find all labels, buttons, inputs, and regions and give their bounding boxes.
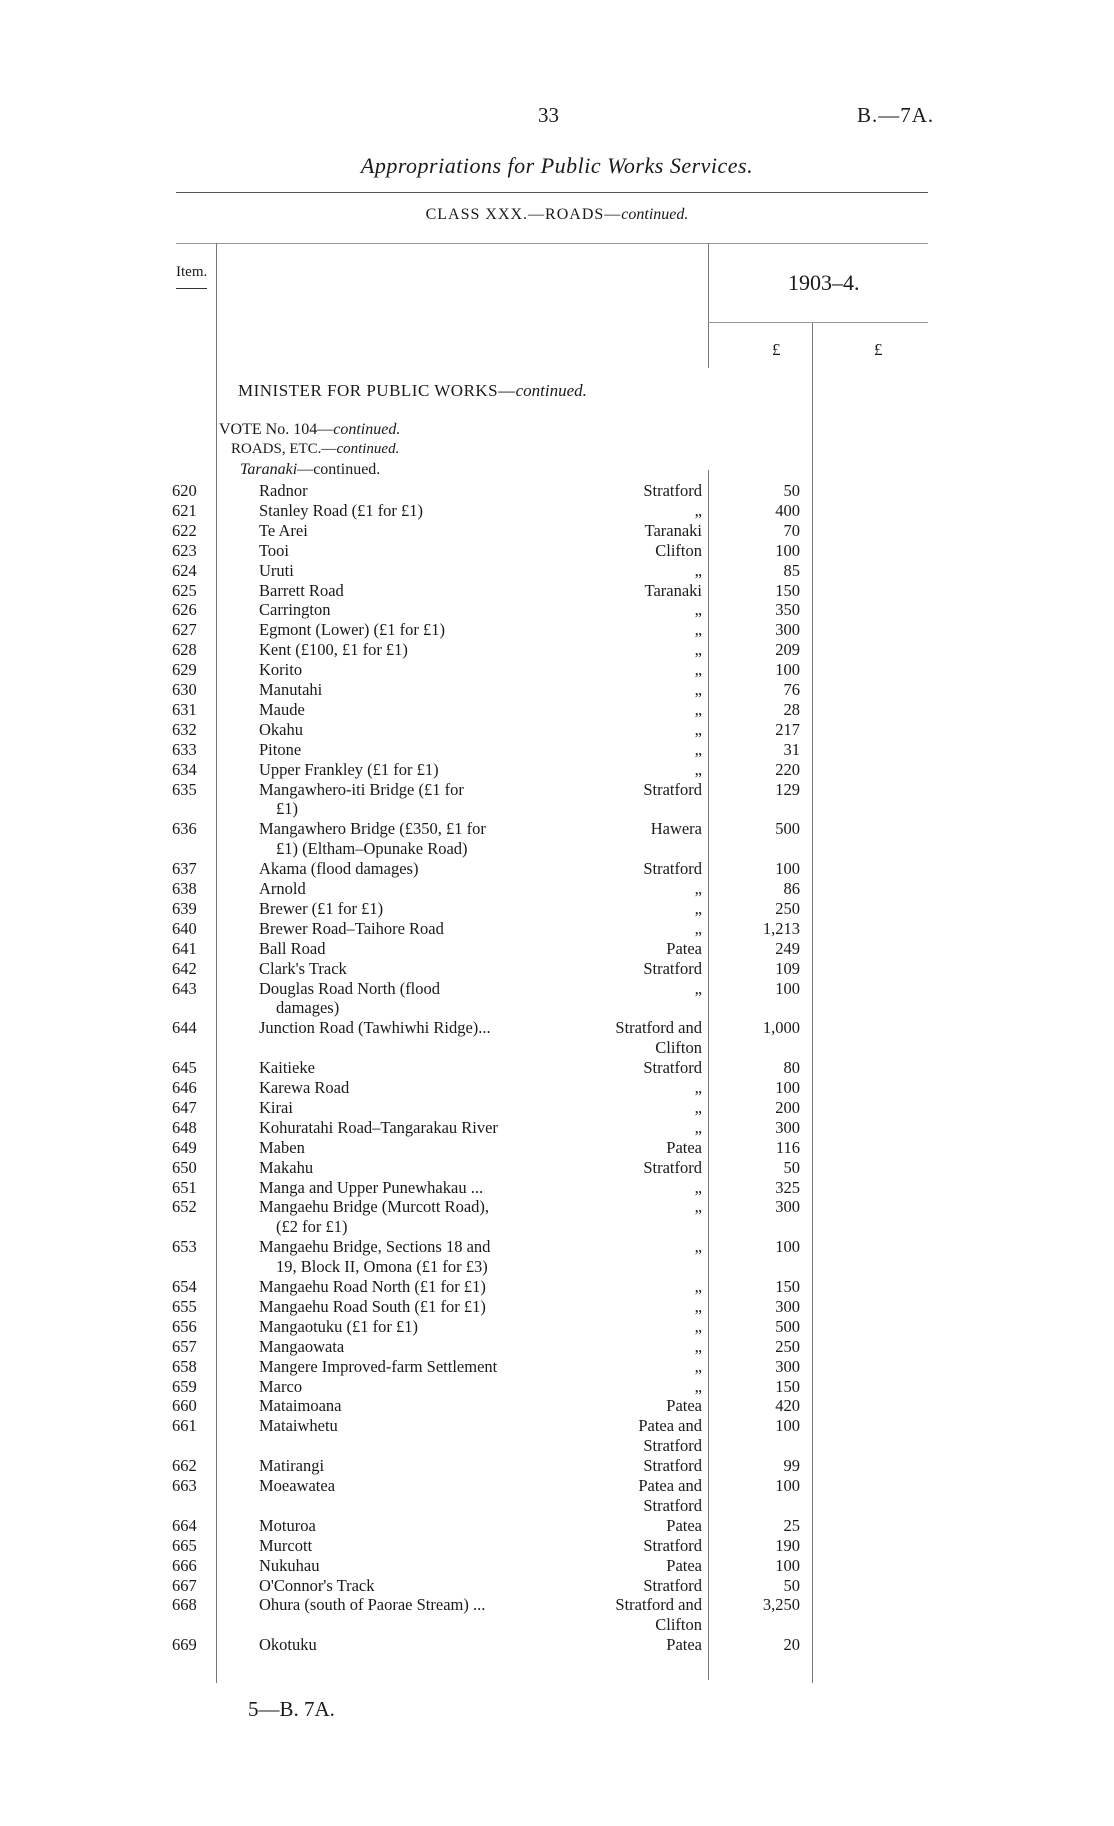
item-amount: 420 — [775, 1396, 800, 1416]
table-row — [0, 1516, 1114, 1536]
item-description: Arnold — [259, 879, 306, 898]
item-place: „ — [694, 898, 702, 918]
item-number: 641 — [172, 938, 197, 958]
table-row — [0, 700, 1114, 720]
item-place: Patea — [666, 1137, 702, 1157]
item-place: Stratford — [643, 1575, 702, 1595]
item-number: 660 — [172, 1396, 197, 1416]
table-row — [0, 1098, 1114, 1118]
item-amount: 50 — [783, 1157, 800, 1177]
item-amount: 500 — [775, 819, 800, 839]
table-row — [0, 620, 1114, 640]
item-description: Ohura (south of Paorae Stream) ... — [259, 1595, 486, 1615]
table-row — [0, 740, 1114, 760]
item-number: 651 — [172, 1177, 197, 1197]
item-amount: 250 — [775, 898, 800, 918]
item-description: Brewer Road–Taihore Road — [259, 918, 444, 938]
item-number: 640 — [172, 918, 197, 938]
vote-heading-continued: continued. — [333, 421, 401, 438]
item-place: „ — [694, 640, 702, 660]
item-number: 662 — [172, 1456, 197, 1476]
item-number: 657 — [172, 1336, 197, 1356]
table-row — [0, 640, 1114, 660]
item-place: Stratford — [643, 779, 702, 799]
item-place: „ — [694, 1097, 702, 1117]
table-row — [0, 541, 1114, 561]
item-number: 664 — [172, 1515, 197, 1535]
item-number: 620 — [172, 481, 197, 500]
item-place: „ — [694, 1296, 702, 1316]
table-row — [0, 1158, 1114, 1178]
item-amount: 325 — [775, 1177, 800, 1197]
item-amount: 300 — [775, 620, 800, 640]
item-number: 663 — [172, 1476, 197, 1495]
table-row — [0, 979, 1114, 999]
item-description: Stanley Road (£1 for £1) — [259, 500, 424, 520]
item-description: (£2 for £1) — [276, 1217, 348, 1237]
table-row — [0, 760, 1114, 780]
item-description: Ball Road — [259, 938, 326, 958]
item-place: „ — [694, 1336, 702, 1356]
item-description: Mangere Improved-farm Settlement — [259, 1356, 498, 1376]
item-place: Stratford — [643, 1058, 702, 1078]
item-description: Mangaotuku (£1 for £1) — [259, 1316, 419, 1336]
item-amount: 1,213 — [762, 918, 800, 938]
table-row — [0, 819, 1114, 839]
item-amount: 100 — [775, 859, 800, 879]
item-description: Makahu — [259, 1157, 314, 1177]
table-row — [0, 1237, 1114, 1257]
item-description: Clark's Track — [259, 958, 347, 978]
item-description: Mangaehu Bridge (Murcott Road), — [259, 1197, 490, 1217]
item-place: Clifton — [655, 540, 702, 560]
item-amount: 190 — [775, 1535, 800, 1555]
item-amount: 80 — [783, 1058, 800, 1078]
item-place: „ — [694, 600, 702, 620]
item-place: „ — [694, 1316, 702, 1336]
item-description: Mangawhero Bridge (£350, £1 for — [259, 819, 486, 839]
minister-heading-continued: continued. — [515, 381, 587, 400]
table-row-continuation — [0, 799, 1114, 819]
table-row — [0, 879, 1114, 899]
item-description: Okotuku — [259, 1635, 317, 1655]
item-amount: 28 — [783, 699, 800, 719]
page-number: 33 — [538, 103, 559, 127]
item-place: Stratford and — [615, 1595, 702, 1615]
item-number: 649 — [172, 1137, 197, 1157]
item-number: 635 — [172, 779, 197, 799]
roads-heading-text: ROADS, ETC.— — [231, 441, 337, 457]
item-amount: 250 — [775, 1336, 800, 1356]
table-row — [0, 959, 1114, 979]
item-place: „ — [694, 1376, 702, 1396]
vote-heading-text: VOTE No. 104— — [219, 421, 334, 438]
table-row — [0, 1396, 1114, 1416]
item-number: 631 — [172, 699, 197, 719]
item-place: Patea — [666, 1515, 702, 1535]
item-number: 630 — [172, 680, 197, 699]
document-reference: B.—7A. — [857, 103, 935, 127]
item-description: Akama (flood damages) — [259, 859, 419, 879]
item-place: Patea — [666, 938, 702, 958]
item-place: Clifton — [655, 1615, 702, 1635]
table-row — [0, 919, 1114, 939]
item-amount: 70 — [783, 520, 800, 540]
item-place: „ — [694, 1177, 702, 1197]
item-amount: 150 — [775, 580, 800, 600]
item-amount: 100 — [775, 978, 800, 998]
table-row-continuation — [0, 1038, 1114, 1058]
item-amount: 25 — [783, 1515, 800, 1535]
region-heading-text: Taranaki — [240, 461, 298, 478]
item-description: Okahu — [259, 719, 303, 739]
item-number: 669 — [172, 1635, 197, 1655]
item-amount: 109 — [775, 958, 800, 978]
table-row — [0, 660, 1114, 680]
item-description: Junction Road (Tawhiwhi Ridge)... — [259, 1018, 491, 1038]
table-row-continuation — [0, 1496, 1114, 1516]
item-amount: 500 — [775, 1316, 800, 1336]
item-amount: 1,000 — [762, 1018, 800, 1038]
item-description: Pitone — [259, 739, 302, 759]
item-amount: 217 — [775, 719, 800, 739]
table-row — [0, 1277, 1114, 1297]
item-amount: 129 — [775, 779, 800, 799]
item-amount: 300 — [775, 1356, 800, 1376]
item-description: Maben — [259, 1137, 305, 1157]
item-number: 632 — [172, 719, 197, 739]
table-row — [0, 521, 1114, 541]
item-amount: 200 — [775, 1097, 800, 1117]
item-number: 629 — [172, 660, 197, 680]
item-description: £1) — [276, 799, 298, 819]
table-row-continuation — [0, 839, 1114, 859]
item-column-header: Item. — [176, 264, 208, 280]
table-row-continuation — [0, 1257, 1114, 1277]
table-row — [0, 1178, 1114, 1198]
item-place: „ — [694, 620, 702, 640]
item-amount: 50 — [783, 1575, 800, 1595]
item-description: Mangaehu Road North (£1 for £1) — [259, 1277, 486, 1296]
item-place: Stratford — [643, 1535, 702, 1555]
item-place: Stratford — [643, 1157, 702, 1177]
item-number: 666 — [172, 1555, 197, 1575]
class-heading-continued: continued. — [621, 206, 689, 223]
item-number: 636 — [172, 819, 197, 839]
table-row — [0, 1317, 1114, 1337]
table-row — [0, 561, 1114, 581]
item-description: Murcott — [259, 1535, 313, 1555]
table-row — [0, 1536, 1114, 1556]
table-row — [0, 1556, 1114, 1576]
item-number: 637 — [172, 859, 197, 879]
item-place: „ — [694, 1078, 702, 1097]
minister-heading-text: MINISTER FOR PUBLIC WORKS— — [238, 381, 516, 400]
item-place: „ — [694, 759, 702, 779]
item-place: Stratford — [643, 958, 702, 978]
item-amount: 85 — [783, 560, 800, 580]
item-description: Karewa Road — [259, 1078, 350, 1097]
item-number: 624 — [172, 560, 197, 580]
table-row — [0, 600, 1114, 620]
table-row — [0, 1635, 1114, 1655]
item-amount: 300 — [775, 1117, 800, 1137]
item-description: Moturoa — [259, 1515, 316, 1535]
item-amount: 100 — [775, 1416, 800, 1436]
item-place: Stratford — [643, 1495, 702, 1515]
class-heading-text: CLASS XXX.—ROADS— — [425, 206, 622, 223]
item-place: Hawera — [650, 819, 702, 839]
item-place: „ — [694, 879, 702, 898]
table-row — [0, 1576, 1114, 1596]
item-description: Upper Frankley (£1 for £1) — [259, 759, 439, 779]
table-row — [0, 680, 1114, 700]
item-place: „ — [694, 918, 702, 938]
item-number: 650 — [172, 1157, 197, 1177]
table-row — [0, 1357, 1114, 1377]
item-place: „ — [694, 680, 702, 699]
item-amount: 300 — [775, 1197, 800, 1217]
item-place: Stratford and — [615, 1018, 702, 1038]
table-row — [0, 1197, 1114, 1217]
item-description: Tooi — [259, 540, 290, 560]
item-number: 648 — [172, 1117, 197, 1137]
table-row-continuation — [0, 1436, 1114, 1456]
item-place: Patea — [666, 1635, 702, 1655]
item-number: 626 — [172, 600, 197, 620]
item-number: 644 — [172, 1018, 197, 1038]
item-amount: 350 — [775, 600, 800, 620]
item-place: „ — [694, 739, 702, 759]
item-description: Korito — [259, 660, 303, 680]
table-row — [0, 581, 1114, 601]
item-number: 639 — [172, 898, 197, 918]
item-description: Mataiwhetu — [259, 1416, 338, 1436]
item-number: 623 — [172, 540, 197, 560]
item-number: 652 — [172, 1197, 197, 1217]
item-number: 658 — [172, 1356, 197, 1376]
item-amount: 3,250 — [762, 1595, 800, 1615]
table-row — [0, 1118, 1114, 1138]
footer-signature: 5—B. 7A. — [248, 1697, 335, 1721]
item-description: Mangaehu Bridge, Sections 18 and — [259, 1237, 491, 1257]
item-amount: 99 — [783, 1456, 800, 1476]
item-place: Stratford — [643, 1456, 702, 1476]
item-place: „ — [694, 978, 702, 998]
item-amount: 100 — [775, 1555, 800, 1575]
pound-column-header-1: £ — [772, 340, 781, 359]
item-number: 655 — [172, 1296, 197, 1316]
item-description: Carrington — [259, 600, 331, 620]
item-place: Stratford — [643, 481, 702, 500]
item-description: Kent (£100, £1 for £1) — [259, 640, 408, 660]
item-description: Barrett Road — [259, 580, 344, 600]
item-description: Mangaehu Road South (£1 for £1) — [259, 1296, 486, 1316]
item-number: 668 — [172, 1595, 197, 1615]
item-description: Mangaowata — [259, 1336, 345, 1356]
item-amount: 100 — [775, 1237, 800, 1257]
table-row-continuation — [0, 998, 1114, 1018]
item-description: damages) — [276, 998, 340, 1018]
table-row — [0, 859, 1114, 879]
item-description: Radnor — [259, 481, 308, 500]
item-number: 621 — [172, 500, 197, 520]
item-description: Mataimoana — [259, 1396, 342, 1416]
item-place: Patea — [666, 1396, 702, 1416]
table-row — [0, 1138, 1114, 1158]
item-description: £1) (Eltham–Opunake Road) — [276, 839, 468, 859]
table-row — [0, 501, 1114, 521]
item-amount: 31 — [783, 739, 800, 759]
item-description: Kohuratahi Road–Tangarakau River — [259, 1117, 498, 1137]
item-place: „ — [694, 1237, 702, 1257]
item-number: 647 — [172, 1097, 197, 1117]
item-place: Clifton — [655, 1038, 702, 1058]
item-description: 19, Block II, Omona (£1 for £3) — [276, 1257, 488, 1277]
item-description: Kaitieke — [259, 1058, 315, 1078]
item-amount: 100 — [775, 1078, 800, 1097]
page-heading: Appropriations for Public Works Services. — [360, 153, 754, 178]
item-place: „ — [694, 1356, 702, 1376]
item-number: 656 — [172, 1316, 197, 1336]
item-description: Te Arei — [259, 520, 308, 540]
table-row — [0, 481, 1114, 501]
table-row — [0, 1476, 1114, 1496]
item-place: Patea — [666, 1555, 702, 1575]
item-place: „ — [694, 500, 702, 520]
item-description: Marco — [259, 1376, 303, 1396]
item-amount: 300 — [775, 1296, 800, 1316]
item-description: Kirai — [259, 1097, 293, 1117]
item-place: „ — [694, 719, 702, 739]
table-row — [0, 720, 1114, 740]
item-number: 654 — [172, 1277, 197, 1296]
item-amount: 209 — [775, 640, 800, 660]
item-amount: 100 — [775, 1476, 800, 1495]
item-number: 628 — [172, 640, 197, 660]
item-number: 645 — [172, 1058, 197, 1078]
item-place: Taranaki — [644, 580, 702, 600]
region-heading-continued: —continued. — [297, 461, 381, 478]
item-amount: 150 — [775, 1277, 800, 1296]
item-amount: 400 — [775, 500, 800, 520]
item-amount: 76 — [783, 680, 800, 699]
item-amount: 20 — [783, 1635, 800, 1655]
item-number: 622 — [172, 520, 197, 540]
table-row — [0, 1377, 1114, 1397]
item-description: Manga and Upper Punewhakau ... — [259, 1177, 484, 1197]
item-number: 667 — [172, 1575, 197, 1595]
table-row — [0, 1337, 1114, 1357]
item-place: Patea and — [638, 1416, 702, 1436]
table-row — [0, 899, 1114, 919]
item-place: Taranaki — [644, 520, 702, 540]
item-number: 659 — [172, 1376, 197, 1396]
table-row — [0, 939, 1114, 959]
table-row — [0, 1078, 1114, 1098]
item-amount: 86 — [783, 879, 800, 898]
item-description: Mangawhero-iti Bridge (£1 for — [259, 779, 464, 799]
item-number: 634 — [172, 759, 197, 779]
table-row-continuation — [0, 1615, 1114, 1635]
item-number: 627 — [172, 620, 197, 640]
item-description: Matirangi — [259, 1456, 325, 1476]
table-row — [0, 1018, 1114, 1038]
item-number: 643 — [172, 978, 197, 998]
item-amount: 249 — [775, 938, 800, 958]
item-description: Douglas Road North (flood — [259, 978, 441, 998]
item-amount: 100 — [775, 540, 800, 560]
item-description: Manutahi — [259, 680, 323, 699]
table-row — [0, 1058, 1114, 1078]
item-description: Brewer (£1 for £1) — [259, 898, 384, 918]
item-description: Moeawatea — [259, 1476, 336, 1495]
roads-heading-continued: continued. — [336, 441, 400, 457]
item-description: Maude — [259, 699, 305, 719]
item-number: 661 — [172, 1416, 197, 1436]
item-amount: 150 — [775, 1376, 800, 1396]
table-row — [0, 1456, 1114, 1476]
item-place: „ — [694, 660, 702, 680]
table-row — [0, 1595, 1114, 1615]
item-number: 653 — [172, 1237, 197, 1257]
table-row-continuation — [0, 1217, 1114, 1237]
item-description: Uruti — [259, 560, 294, 580]
item-place: Patea and — [638, 1476, 702, 1495]
item-number: 646 — [172, 1078, 197, 1097]
item-number: 665 — [172, 1535, 197, 1555]
item-amount: 116 — [775, 1137, 800, 1157]
item-description: Egmont (Lower) (£1 for £1) — [259, 620, 446, 640]
item-place: „ — [694, 699, 702, 719]
table-row — [0, 1297, 1114, 1317]
item-place: „ — [694, 1197, 702, 1217]
item-amount: 50 — [783, 481, 800, 500]
item-place: „ — [694, 560, 702, 580]
item-number: 642 — [172, 958, 197, 978]
item-place: Stratford — [643, 859, 702, 879]
item-description: Nukuhau — [259, 1555, 320, 1575]
item-amount: 100 — [775, 660, 800, 680]
item-number: 633 — [172, 739, 197, 759]
item-number: 638 — [172, 879, 197, 898]
item-place: Stratford — [643, 1436, 702, 1456]
item-amount: 220 — [775, 759, 800, 779]
item-number: 625 — [172, 580, 197, 600]
pound-column-header-2: £ — [874, 340, 883, 359]
item-place: „ — [694, 1117, 702, 1137]
table-row — [0, 780, 1114, 800]
item-description: O'Connor's Track — [259, 1575, 375, 1595]
table-row — [0, 1416, 1114, 1436]
item-place: „ — [694, 1277, 702, 1296]
year-header: 1903–4. — [788, 270, 860, 295]
